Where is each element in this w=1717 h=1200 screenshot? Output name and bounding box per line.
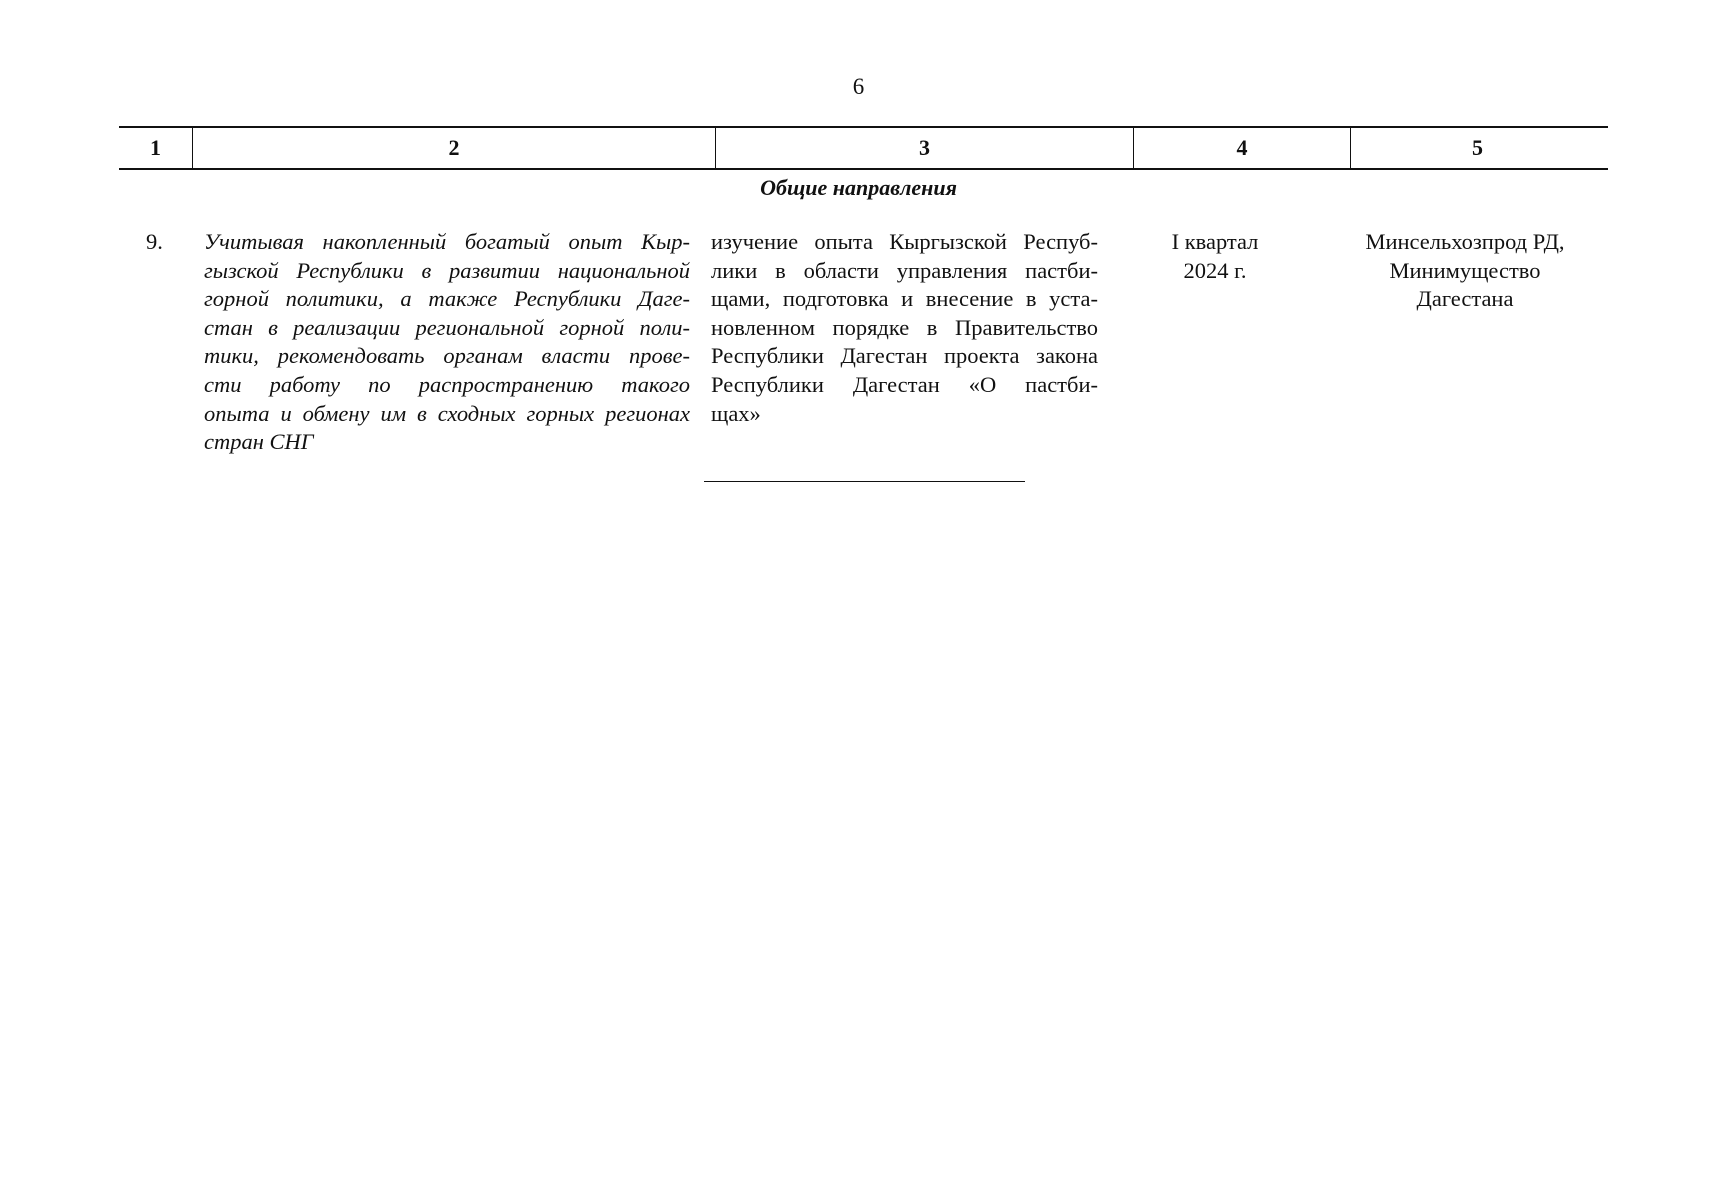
recommendation-line: сти работу по распространению такого <box>204 371 690 397</box>
column-header-3: 3 <box>715 128 1133 168</box>
term-line: 2024 г. <box>1183 257 1247 283</box>
end-rule <box>704 481 1025 482</box>
term-line: I квартал <box>1171 229 1259 254</box>
recommendation-text <box>204 228 690 457</box>
column-header-4: 4 <box>1133 128 1350 168</box>
responsible-line: Дагестана <box>1416 286 1514 312</box>
recommendation-line: Учитывая накопленный богатый опыт Кыр- <box>204 229 690 254</box>
recommendation-line: тики, рекомендовать органам власти прове- <box>204 343 690 369</box>
term-text <box>1130 228 1300 285</box>
action-line: Республики Дагестан проекта закона <box>711 343 1098 369</box>
action-line: изучение опыта Кыргызской Респуб- <box>711 229 1098 254</box>
table-header <box>119 126 1608 170</box>
responsible-line: Минсельхозпрод РД, <box>1365 229 1565 254</box>
column-header-2: 2 <box>192 128 715 168</box>
row-number: 9. <box>146 229 163 254</box>
action-line: щами, подготовка и внесение в уста- <box>711 286 1098 312</box>
responsible-line: Минимущество <box>1389 257 1541 283</box>
page-number: 6 <box>852 74 865 99</box>
column-header-5: 5 <box>1350 128 1604 168</box>
recommendation-line: горной политики, а также Республики Даге- <box>204 286 690 312</box>
section-title: Общие направления <box>760 175 957 200</box>
action-line: лики в области управления пастби- <box>711 257 1098 283</box>
recommendation-line: стан в реализации региональной горной поли- <box>204 314 690 340</box>
action-line: Республики Дагестан «О пастби- <box>711 371 1098 397</box>
recommendation-line: стран СНГ <box>204 429 314 455</box>
action-line: щах» <box>711 400 761 426</box>
column-header-1: 1 <box>150 135 161 160</box>
responsible-text <box>1340 228 1590 314</box>
recommendation-line: гызской Республики в развитии национальной <box>204 257 690 283</box>
action-text <box>711 228 1098 428</box>
action-line: новленном порядке в Правительство <box>711 314 1098 340</box>
recommendation-line: опыта и обмену им в сходных горных регионах <box>204 400 690 426</box>
